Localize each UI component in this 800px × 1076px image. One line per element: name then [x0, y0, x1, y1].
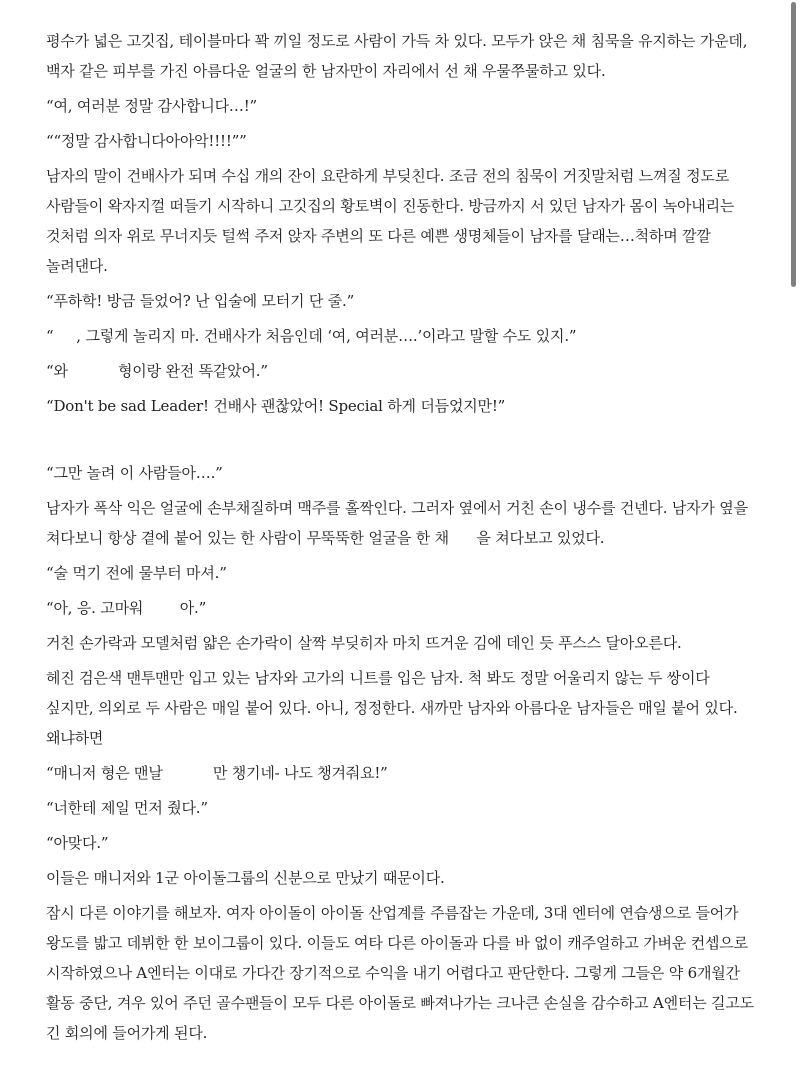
paragraph: “와 형이랑 완전 똑같았어.”: [46, 362, 268, 380]
paragraph: “술 먹기 전에 물부터 마셔.”: [46, 564, 227, 582]
paragraph: “푸하학! 방금 들었어? 난 입술에 모터기 단 줄.”: [46, 292, 355, 310]
paragraph: ““정말 감사합니다아아악!!!!””: [46, 132, 247, 150]
paragraph: “여, 여러분 정말 감사합니다…!”: [46, 97, 258, 115]
paragraph: “ , 그렇게 놀리지 마. 건배사가 처음인데 ‘여, 여러분….’이라고 말할 수도 있지.”: [46, 327, 577, 345]
paragraph: 남자의 말이 건배사가 되며 수십 개의 잔이 요란하게 부딪친다. 조금 전의 침묵이 거짓말처럼 느껴질 정도로 사람들이 왁자지껄 떠들기 시작하니 고깃집의 황토벽이 진동한다. 방금까지 서 있던 남자가 몸이 녹아내리는 것처럼 의자 위로 무너지듯 털썩 주저 앉자 주변의 또 다른 예쁜 생명체들이 남자를 달래는…척하며 깔깔 놀려댄다.: [46, 167, 735, 275]
blank-line: [46, 426, 758, 458]
paragraph: 헤진 검은색 맨투맨만 입고 있는 남자와 고가의 니트를 입은 남자. 척 봐도 정말 어울리지 않는 두 쌍이다 싶지만, 의외로 두 사람은 매일 붙어 있다. 아니, 정정한다. 새까만 남자와 아름다운 남자들은 매일 붙어 있다. 왜냐하면: [46, 669, 738, 747]
paragraph: “아, 응. 고마워 아.”: [46, 599, 207, 617]
paragraph: “Don't be sad Leader! 건배사 괜찮았어! Special 하게 더듬었지만!”: [46, 397, 506, 415]
paragraph: “너한테 제일 먼저 줬다.”: [46, 799, 208, 817]
scrollbar-thumb[interactable]: [791, 2, 796, 287]
paragraph: “매니저 형은 맨날 만 챙기네- 나도 챙겨줘요!”: [46, 764, 388, 782]
paragraph: “아맞다.”: [46, 834, 109, 852]
vertical-scrollbar[interactable]: [788, 0, 800, 1076]
paragraph: 남자가 폭삭 익은 얼굴에 손부채질하며 맥주를 홀짝인다. 그러자 옆에서 거친 손이 냉수를 건넨다. 남자가 옆을 쳐다보니 항상 곁에 붙어 있는 한 사람이 무뚝뚝한 얼굴을 한 채 을 쳐다보고 있었다.: [46, 499, 753, 547]
paragraph: 이들은 매니저와 1군 아이돌그룹의 신분으로 만났기 때문이다.: [46, 869, 445, 887]
paragraph: 잠시 다른 이야기를 해보자. 여자 아이돌이 아이돌 산업계를 주름잡는 가운데, 3대 엔터에 연습생으로 들어가 왕도를 밟고 데뷔한 한 보이그룹이 있다. 이들도 여타 다른 아이돌과 다를 바 없이 캐주얼하고 가벼운 컨셉으로 시작하였으나 A엔터는 이대로 가다간 장기적으로 수익을 내기 어렵다고 판단한다. 그렇게 그들은 약 6개월간 활동 중단, 겨우 있어 주던 골수팬들이 모두 다른 아이돌로 빠져나가는 크나큰 손실을 감수하고 A엔터는 길고도 긴 회의에 들어가게 된다.: [46, 904, 754, 1042]
paragraph: “그만 놀려 이 사람들아….”: [46, 464, 223, 482]
paragraph: 평수가 넓은 고깃집, 테이블마다 꽉 끼일 정도로 사람이 가득 차 있다. 모두가 앉은 채 침묵을 유지하는 가운데, 백자 같은 피부를 가진 아름다운 얼굴의 한 남자만이 자리에서 선 채 우물쭈물하고 있다.: [46, 32, 748, 80]
paragraph: 거친 손가락과 모델처럼 얇은 손가락이 살짝 부딪히자 마치 뜨거운 김에 데인 듯 푸스스 달아오른다.: [46, 634, 682, 652]
reader-content: [46, 26, 758, 1053]
